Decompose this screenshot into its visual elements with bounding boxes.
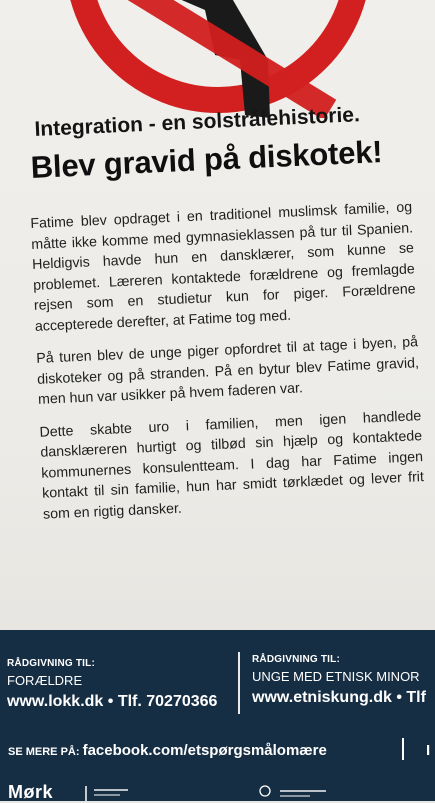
see-more-row: [8, 742, 431, 759]
subtitle: Integration - en solstrålehistorie.: [34, 103, 361, 141]
advice-parents: [7, 658, 232, 711]
headline: Blev gravid på diskotek!: [30, 134, 384, 185]
footer-banner: [0, 630, 435, 801]
advice-label: RÅDGIVNING TIL:: [252, 654, 340, 665]
logo: Mørk: [8, 782, 54, 802]
footer-divider: [238, 652, 240, 714]
prohibition-sign-icon: [0, 0, 435, 118]
paragraph: Dette skabte uro i familien, men igen handlede dansklæreren hurtigt og tilbød sin hjælp og kontaktede kommunernes konsulentteam. I dag har Fatime ingen kontakt til sin familie, hun har smidt tørklædet og lever frit som en rigtig dansker.: [39, 407, 425, 523]
facebook-link[interactable]: facebook.com/etspørgsmålomære: [82, 742, 327, 759]
advice-label: RÅDGIVNING TIL:: [7, 658, 95, 669]
advice-youth: [252, 654, 435, 707]
footer-separator: [402, 738, 404, 760]
advice-contact-link[interactable]: www.lokk.dk • Tlf. 70270366: [7, 693, 218, 710]
advice-contact-link[interactable]: www.etniskung.dk • Tlf: [252, 689, 426, 706]
paragraph: På turen blev de unge piger opfordret til at tage i byen, på diskoteker og på stranden. På en bytur blev Fatime gravid, men hun var usikker på hvem faderen var.: [35, 334, 420, 408]
story-body: [30, 197, 426, 536]
see-more-label: SE MERE PÅ:: [8, 746, 83, 758]
advice-audience: UNGE MED ETNISK MINOR: [252, 669, 420, 684]
paragraph: Fatime blev opdraget i en traditionel muslimsk familie, og måtte ikke komme med gymnasieklassen på tur til Spanien. Heldigvis havde hun en dansklærer, som kunne se problemet. Læreren kontaktede forældrene og fremlagde rejsen som en studietur kun for piger. Forældrene accepterede derefter, at Fatime tog med.: [30, 199, 416, 335]
sponsor-logos-icon: [80, 782, 420, 801]
cut-off-text: I: [426, 742, 431, 759]
advice-audience: FORÆLDRE: [7, 673, 83, 688]
